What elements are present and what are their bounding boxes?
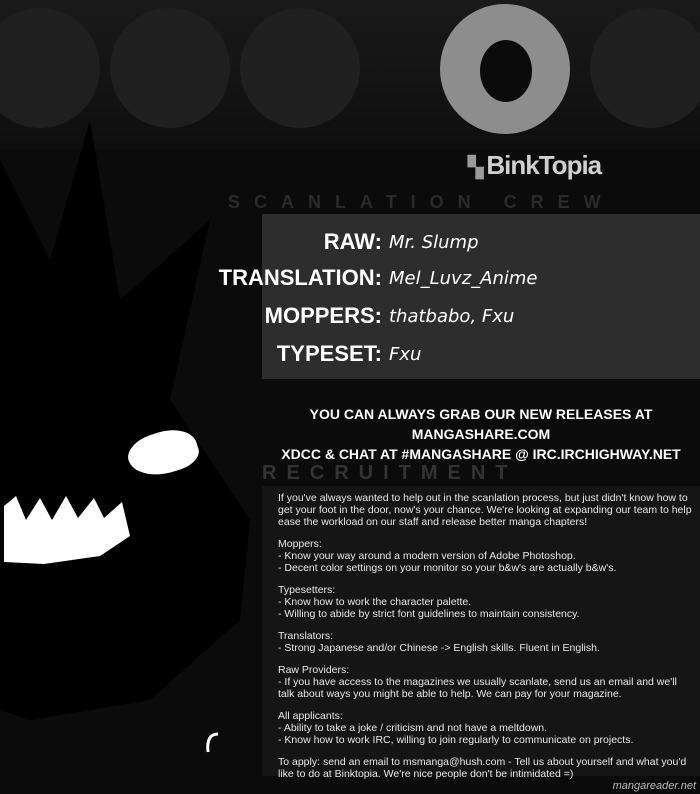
list-item: - Decent color settings on your monitor so your b&w's are actually b&w's.: [278, 562, 617, 574]
section-list: [278, 596, 692, 620]
brand-name: BinkTopia: [486, 150, 602, 180]
section-list: [278, 676, 692, 700]
crying-face-logo-icon: [440, 4, 570, 134]
section-title: Raw Providers:: [278, 664, 350, 676]
release-notice: [262, 404, 700, 464]
credit-value: thatbabo, Fxu: [389, 306, 515, 327]
credit-row-raw: [0, 229, 700, 269]
credit-label: MOPPERS:: [264, 303, 382, 328]
section-title: Typesetters:: [278, 584, 336, 596]
apply-instructions: To apply: send an email to msmanga@hush.com - Tell us about yourself and what you'd like to do at Binktopia. We're nice people don't be intimidated =): [278, 756, 687, 780]
credit-row-typeset: [0, 341, 700, 381]
list-item: - Know your way around a modern version of Adobe Photoshop.: [278, 550, 576, 562]
creature-claw-icon: [204, 730, 226, 754]
list-item: - Ability to take a joke / criticism and not have a meltdown.: [278, 722, 548, 734]
credit-value: Fxu: [389, 344, 422, 365]
release-notice-line: XDCC & CHAT AT #MANGASHARE @ IRC.IRCHIGHWAY.NET: [281, 446, 681, 462]
recruitment-panel: [262, 486, 700, 780]
credit-label: RAW:: [323, 229, 382, 254]
credit-label: TYPESET:: [276, 341, 382, 366]
crew-watermark: SCANLATION CREW: [228, 192, 615, 212]
section-list: [278, 722, 692, 746]
list-item: - Strong Japanese and/or Chinese -> English skills. Fluent in English.: [278, 642, 600, 654]
section-list: [278, 550, 692, 574]
credit-row-moppers: [0, 303, 700, 343]
creature-silhouette-icon: [0, 100, 270, 720]
credit-row-translation: [0, 265, 700, 305]
site-watermark: mangareader.net: [612, 780, 696, 792]
face-icon: [590, 8, 700, 128]
list-item: - If you have access to the magazines we usually scanlate, send us an email and we'll talk about ways you might be able to help. We can pay for your magazine.: [278, 676, 677, 700]
credit-value: Mel_Luvz_Anime: [389, 268, 538, 289]
credit-value: Mr. Slump: [389, 232, 479, 253]
brand-logo: ▚ BinkTopia: [468, 150, 602, 180]
section-title: All applicants:: [278, 710, 343, 722]
section-list: [278, 642, 692, 654]
recruitment-intro: If you've always wanted to help out in the scanlation process, but just didn't know how to get your foot in the door, now's your chance. We're looking at expanding our team to help ease the workload on our staff and release better manga chapters!: [278, 492, 692, 528]
credit-label: TRANSLATION:: [218, 265, 382, 290]
list-item: - Willing to abide by strict font guidelines to maintain consistency.: [278, 608, 580, 620]
list-item: - Know how to work IRC, willing to join regularly to communicate on projects.: [278, 734, 634, 746]
section-title: Translators:: [278, 630, 334, 642]
release-notice-line: YOU CAN ALWAYS GRAB OUR NEW RELEASES AT MANGASHARE.COM: [309, 406, 653, 442]
creature-teeth-icon: [4, 496, 134, 566]
recruitment-watermark: RECRUITMENT: [262, 462, 518, 484]
section-title: Moppers:: [278, 538, 322, 550]
list-item: - Know how to work the character palette.: [278, 596, 472, 608]
